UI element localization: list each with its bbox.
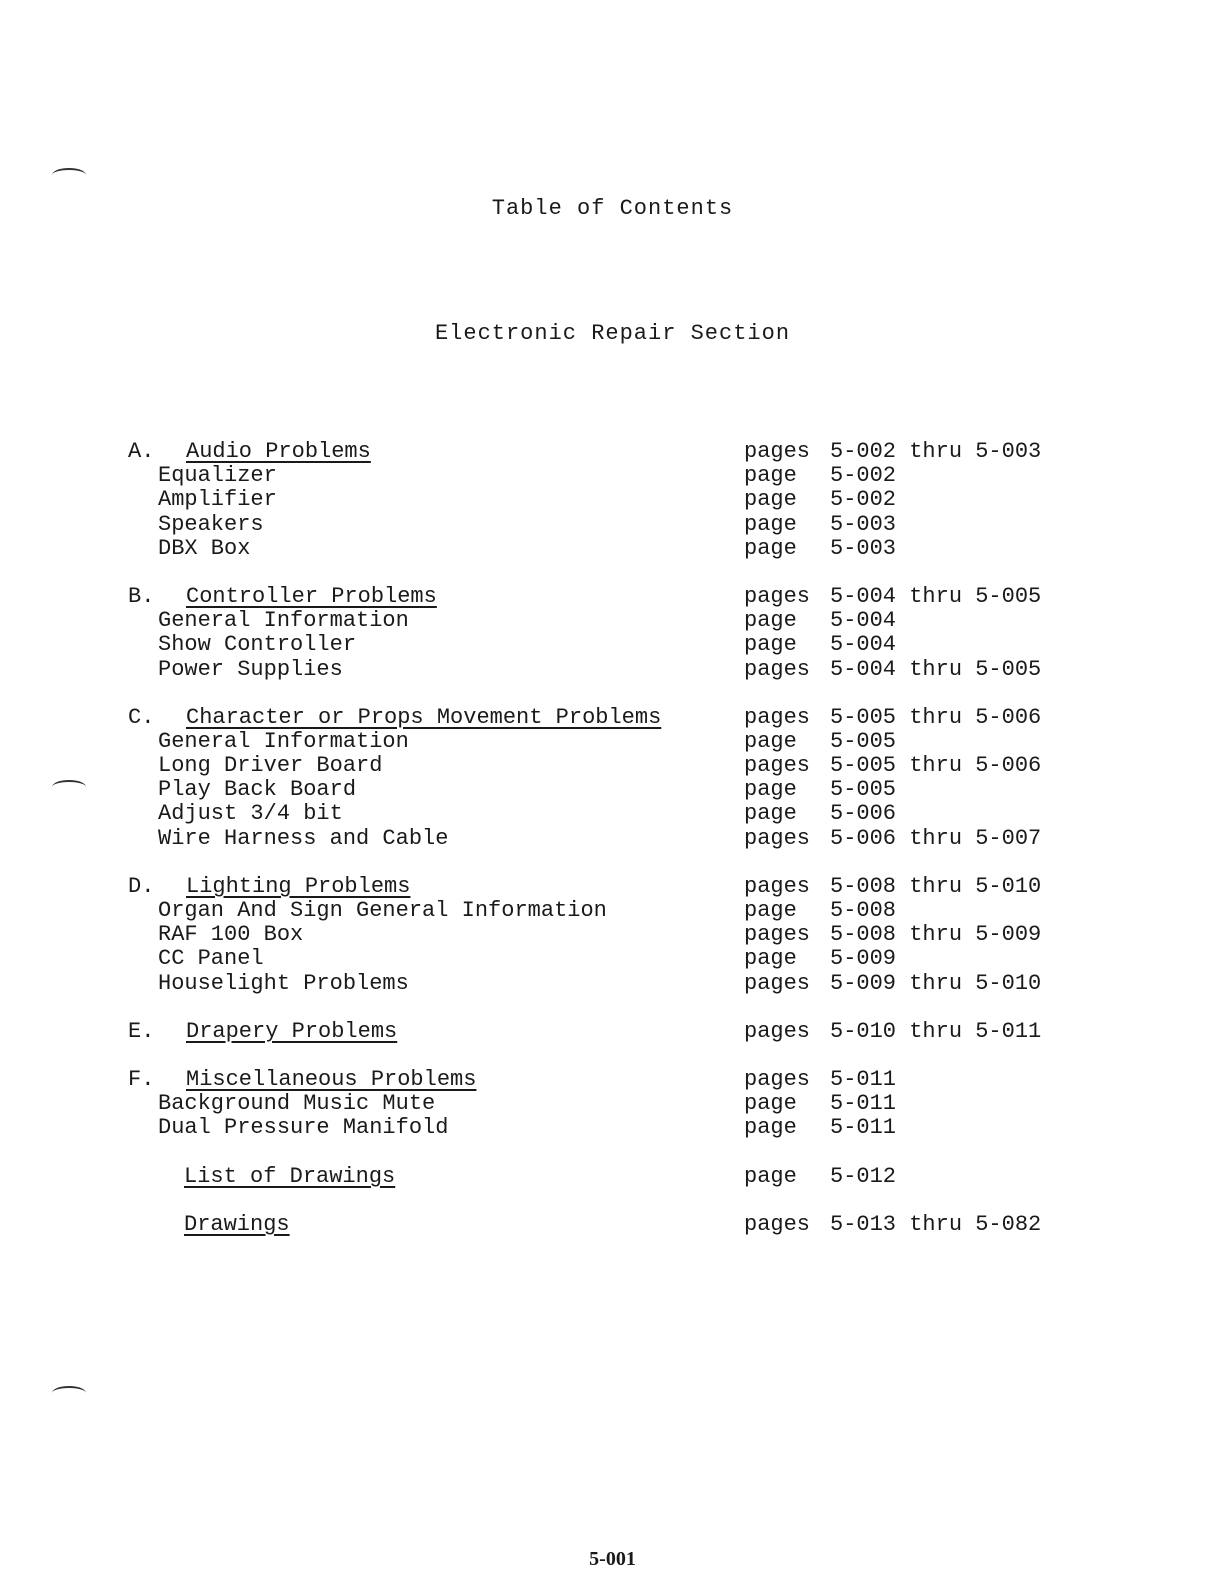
toc-item-label: Show Controller — [158, 632, 357, 658]
page-range: 5-004 — [830, 632, 897, 658]
section-title: Controller Problems — [186, 583, 437, 609]
toc-item-row — [128, 754, 1088, 778]
page-range: 5-008 thru 5-009 — [830, 922, 1042, 948]
page-reference — [744, 754, 1041, 778]
toc-item-row — [128, 947, 1088, 971]
toc-item-row — [128, 609, 1088, 633]
toc-extra-row — [128, 1213, 1088, 1237]
page-reference — [744, 899, 896, 923]
page-range: 5-012 — [830, 1163, 897, 1189]
extra-heading — [128, 1213, 290, 1237]
toc-item-label: Dual Pressure Manifold — [158, 1115, 449, 1141]
extra-title: Drawings — [184, 1211, 290, 1237]
toc-item-label: Speakers — [158, 511, 264, 537]
pages-word: pages — [744, 583, 811, 609]
toc-item-row — [128, 488, 1088, 512]
page-range: 5-011 — [830, 1115, 897, 1141]
section-heading — [128, 1020, 397, 1044]
pages-word: page — [744, 801, 797, 827]
page-range: 5-005 thru 5-006 — [830, 753, 1042, 779]
pages-word: pages — [744, 753, 811, 779]
section-letter: B. — [128, 583, 155, 609]
page-range: 5-011 — [830, 1091, 897, 1117]
pages-word: page — [744, 608, 797, 634]
page-range: 5-009 — [830, 946, 897, 972]
page-reference — [744, 464, 896, 488]
page-reference — [744, 537, 896, 561]
toc-item-label: RAF 100 Box — [158, 922, 304, 948]
page-reference — [744, 1092, 896, 1116]
page-range: 5-011 — [830, 1066, 897, 1092]
pages-word: pages — [744, 1018, 811, 1044]
pages-word: page — [744, 632, 797, 658]
section-letter: C. — [128, 704, 155, 730]
toc-item-label: Equalizer — [158, 463, 277, 489]
toc-item-label: Long Driver Board — [158, 753, 383, 779]
page-range: 5-006 — [830, 801, 897, 827]
page-reference — [744, 972, 1041, 996]
page-reference — [744, 488, 896, 512]
page-range: 5-004 thru 5-005 — [830, 656, 1042, 682]
section-heading — [128, 706, 661, 730]
page-reference — [744, 1116, 896, 1140]
page-range: 5-002 — [830, 487, 897, 513]
toc-item-row — [128, 633, 1088, 657]
toc-item-row — [128, 778, 1088, 802]
toc-item-row — [128, 730, 1088, 754]
page-range: 5-008 — [830, 898, 897, 923]
extra-heading — [128, 1165, 395, 1189]
toc-item-row — [128, 827, 1088, 851]
toc-item-label: Play Back Board — [158, 777, 357, 803]
page-reference — [744, 802, 896, 826]
pages-word: page — [744, 728, 797, 754]
extra-title: List of Drawings — [184, 1163, 396, 1189]
toc-section-row — [128, 706, 1088, 730]
section-heading — [128, 585, 437, 609]
page-reference — [744, 658, 1041, 682]
page-range: 5-005 — [830, 728, 897, 754]
pages-word: page — [744, 1091, 797, 1117]
page-reference — [744, 778, 896, 802]
pages-word: page — [744, 898, 797, 923]
page-range: 5-006 thru 5-007 — [830, 825, 1042, 851]
pages-word: page — [744, 535, 797, 561]
toc-item-label: DBX Box — [158, 535, 251, 561]
page-number: 5-001 — [589, 1548, 636, 1570]
page-range: 5-004 — [830, 608, 897, 634]
pages-word: pages — [744, 704, 811, 730]
pages-word: page — [744, 1115, 797, 1141]
pages-word: pages — [744, 1211, 811, 1237]
page-range: 5-010 thru 5-011 — [830, 1018, 1042, 1044]
page-range: 5-002 thru 5-003 — [830, 439, 1042, 464]
toc-section-row — [128, 1020, 1088, 1044]
pages-word: pages — [744, 656, 811, 682]
toc-item-row — [128, 1116, 1088, 1140]
page-reference — [744, 513, 896, 537]
page-reference — [744, 633, 896, 657]
page-reference — [744, 585, 1041, 609]
toc-item-label: Background Music Mute — [158, 1091, 436, 1117]
toc-section-row — [128, 585, 1088, 609]
punch-hole-mark — [52, 168, 86, 182]
toc-item-label: CC Panel — [158, 946, 264, 972]
pages-word: pages — [744, 922, 811, 948]
toc-extra-row — [128, 1165, 1088, 1189]
toc-item-label: Organ And Sign General Information — [158, 898, 607, 923]
section-title: Lighting Problems — [186, 873, 411, 899]
page-range: 5-009 thru 5-010 — [830, 970, 1042, 996]
section-heading — [128, 875, 410, 899]
pages-word: page — [744, 463, 797, 489]
toc-item-row — [128, 923, 1088, 947]
toc-section-row — [128, 1068, 1088, 1092]
toc-item-label: Power Supplies — [158, 656, 343, 682]
punch-hole-mark — [52, 780, 86, 794]
page-title: Table of Contents — [491, 196, 734, 221]
pages-word: page — [744, 946, 797, 972]
pages-word: page — [744, 777, 797, 803]
toc-item-row — [128, 1092, 1088, 1116]
page-reference — [744, 706, 1041, 730]
toc-item-label: Wire Harness and Cable — [158, 825, 449, 851]
toc-item-row — [128, 802, 1088, 826]
page-range: 5-013 thru 5-082 — [830, 1211, 1042, 1237]
page-reference — [744, 609, 896, 633]
pages-word: pages — [744, 825, 811, 851]
toc-item-row — [128, 537, 1088, 561]
page-reference — [744, 1165, 896, 1189]
toc-item-label: Amplifier — [158, 487, 277, 513]
page-range: 5-003 — [830, 535, 897, 561]
table-of-contents — [128, 440, 1088, 1237]
page-range: 5-003 — [830, 511, 897, 537]
pages-word: pages — [744, 1066, 811, 1092]
page-reference — [744, 1068, 896, 1092]
toc-section-row — [128, 440, 1088, 464]
toc-item-label: Adjust 3/4 bit — [158, 801, 343, 827]
section-title: Drapery Problems — [186, 1018, 398, 1044]
section-letter: F. — [128, 1066, 155, 1092]
page-reference — [744, 875, 1041, 899]
toc-item-row — [128, 899, 1088, 923]
toc-item-row — [128, 464, 1088, 488]
pages-word: pages — [744, 873, 811, 899]
toc-item-label: General Information — [158, 608, 409, 634]
section-letter: A. — [128, 439, 155, 464]
pages-word: page — [744, 487, 797, 513]
pages-word: page — [744, 511, 797, 537]
page-range: 5-002 — [830, 463, 897, 489]
pages-word: pages — [744, 970, 811, 996]
punch-hole-mark — [52, 1386, 86, 1400]
page-reference — [744, 1020, 1041, 1044]
pages-word: page — [744, 1163, 797, 1189]
toc-item-row — [128, 972, 1088, 996]
toc-item-label: General Information — [158, 728, 409, 754]
page-range: 5-005 thru 5-006 — [830, 704, 1042, 730]
section-title: Miscellaneous Problems — [186, 1066, 477, 1092]
section-letter: D. — [128, 873, 155, 899]
page-range: 5-004 thru 5-005 — [830, 583, 1042, 609]
page-reference — [744, 827, 1041, 851]
toc-item-label: Houselight Problems — [158, 970, 409, 996]
section-title: Character or Props Movement Problems — [186, 704, 662, 730]
section-letter: E. — [128, 1018, 155, 1044]
section-heading — [128, 440, 371, 464]
page-reference — [744, 1213, 1041, 1237]
page-reference — [744, 947, 896, 971]
pages-word: pages — [744, 439, 811, 464]
toc-item-row — [128, 658, 1088, 682]
toc-section-row — [128, 875, 1088, 899]
page-range: 5-005 — [830, 777, 897, 803]
page-reference — [744, 440, 1041, 464]
section-title: Audio Problems — [186, 439, 371, 464]
page-reference — [744, 923, 1041, 947]
section-subtitle: Electronic Repair Section — [434, 321, 791, 346]
section-heading — [128, 1068, 476, 1092]
page-reference — [744, 730, 896, 754]
page-range: 5-008 thru 5-010 — [830, 873, 1042, 899]
toc-item-row — [128, 513, 1088, 537]
